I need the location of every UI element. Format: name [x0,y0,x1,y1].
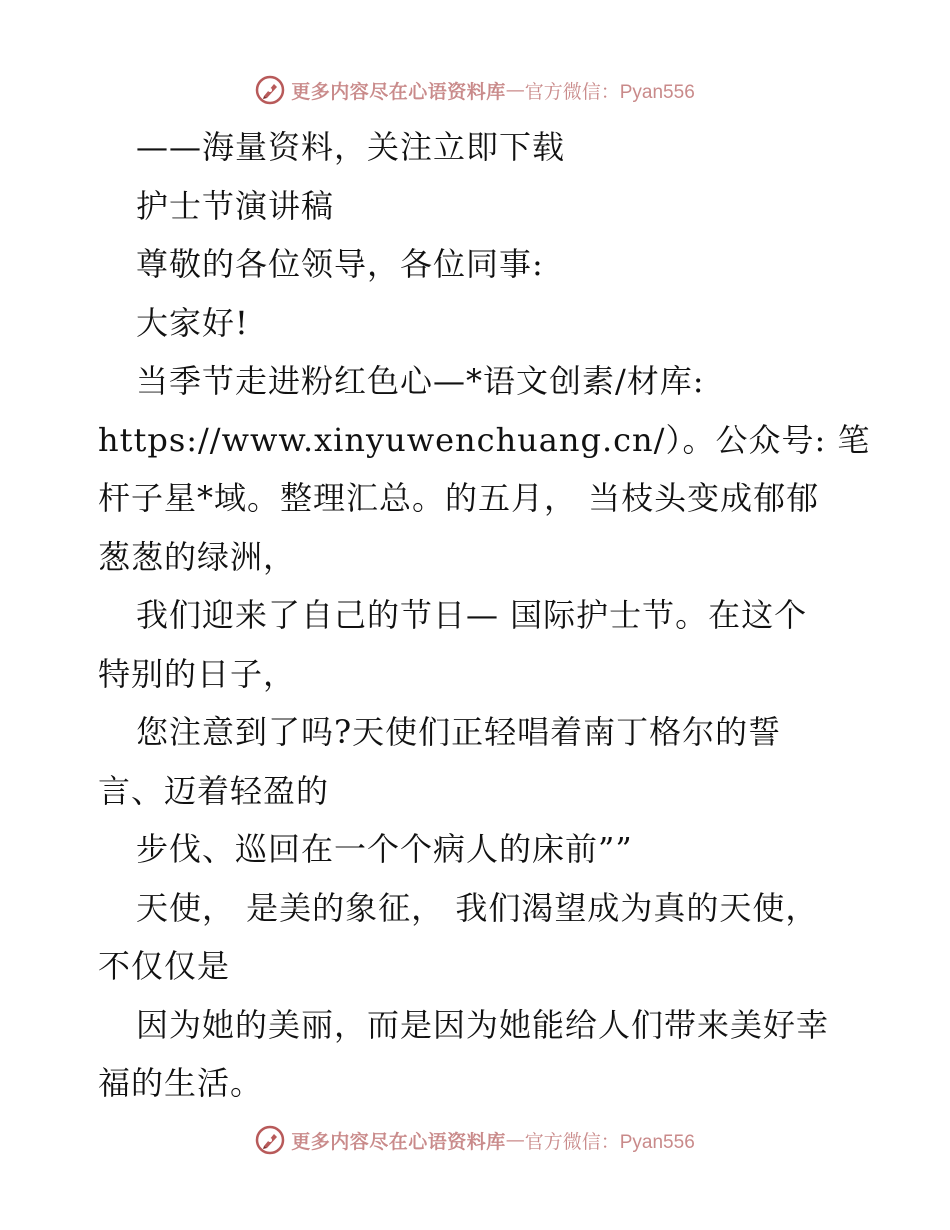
pen-logo-icon [255,1125,285,1155]
banner-contact: 官方微信：Pyan556 [524,1131,695,1153]
document-title: 护士节演讲稿 [136,186,335,225]
banner-title: 更多内容尽在心语资料库 [291,1130,506,1153]
banner-title: 更多内容尽在心语资料库 [291,80,506,103]
body-line: 福的生活。 [98,1064,264,1102]
body-line: 您注意到了吗?天使们正轻唱着南丁格尔的誓 [136,713,782,751]
banner-separator: — [505,1129,525,1151]
body-line: 言、迈着轻盈的 [98,771,330,810]
header-banner [0,70,950,110]
pen-logo-icon [255,75,285,105]
body-line: 大家好! [136,303,249,342]
body-line: 杆子星*域。整理汇总。的五月， 当枝头变成郁郁 [98,479,820,517]
body-line: 尊敬的各位领导，各位同事: [136,245,544,283]
body-line: 葱葱的绿洲， [98,537,297,576]
banner-separator: — [505,79,525,101]
banner-contact: 官方微信：Pyan556 [524,81,695,103]
body-line: 不仅仅是 [98,947,231,985]
footer-banner [0,1120,950,1160]
body-line: ——海量资料，关注立即下载 [136,128,566,166]
body-line: 因为她的美丽，而是因为她能给人们带来美好幸 [136,1005,830,1044]
body-line: 步伐、巡回在一个个病人的床前”” [136,830,633,868]
body-line: 当季节走进粉红色心—*语文创素/材库: [136,362,705,400]
body-line: https://www.xinyuwenchuang.cn/）。公众号: 笔 [98,420,871,459]
body-line: 我们迎来了自己的节日— 国际护士节。在这个 [136,596,808,634]
speech-body [98,118,871,1113]
body-line: 天使， 是美的象征， 我们渴望成为真的天使， [136,888,819,927]
body-line: 特别的日子， [98,654,297,693]
